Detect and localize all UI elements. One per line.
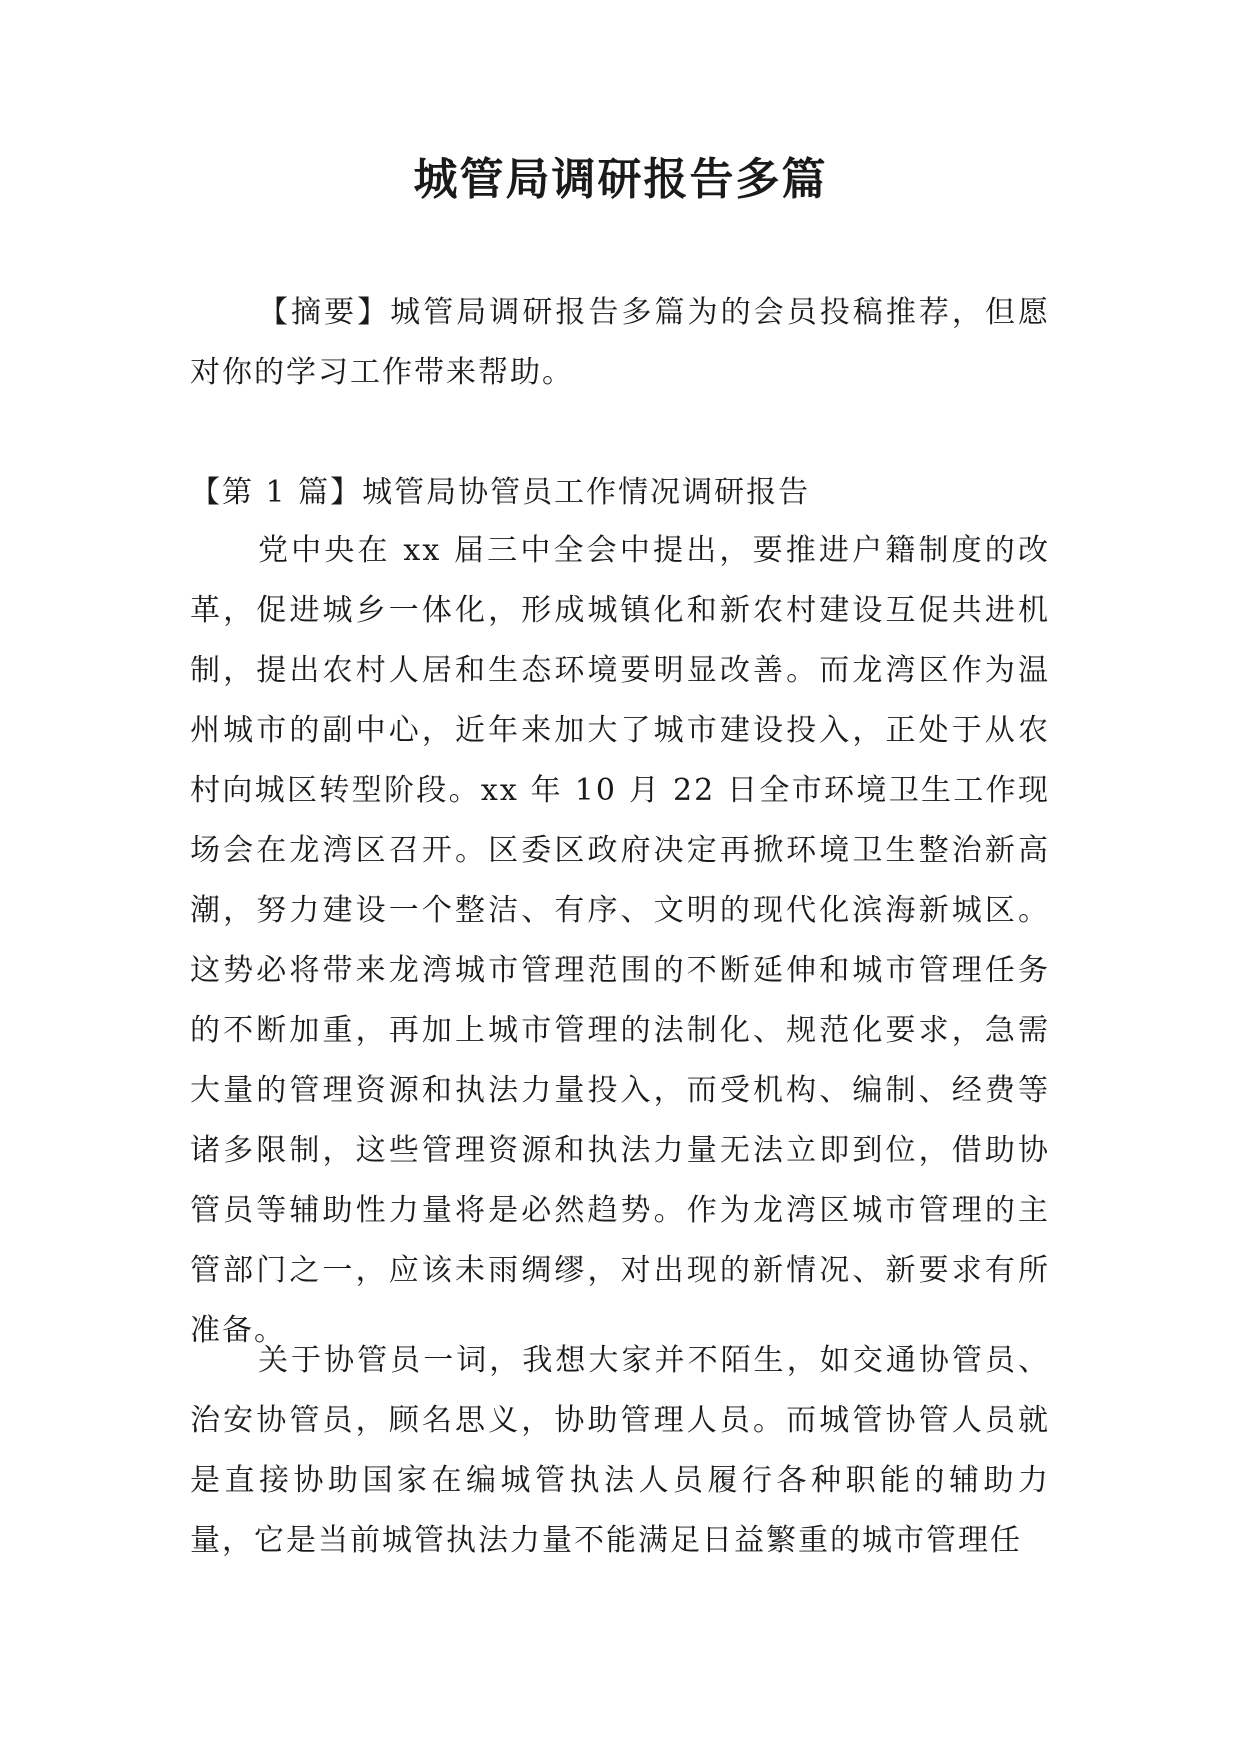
body-paragraph: 党中央在 xx 届三中全会中提出，要推进户籍制度的改革，促进城乡一体化，形成城镇化和新农村建设互促共进机制，提出农村人居和生态环境要明显改善。而龙湾区作为温州城市的副中心，近年来加大了城市建设投入，正处于从农村向城区转型阶段。xx 年 10 月 22 日全市环境卫生工作现场会在龙湾区召开。区委区政府决定再掀环境卫生整治新高潮，努力建设一个整洁、有序、文明的现代化滨海新城区。这势必将带来龙湾城市管理范围的不断延伸和城市管理任务的不断加重，再加上城市管理的法制化、规范化要求，急需大量的管理资源和执法力量投入，而受机构、编制、经费等诸多限制，这些管理资源和执法力量无法立即到位，借助协管员等辅助性力量将是必然趋势。作为龙湾区城市管理的主管部门之一，应该未雨绸缪，对出现的新情况、新要求有所准备。 — [190, 533, 1050, 1348]
body-paragraph: 关于协管员一词，我想大家并不陌生，如交通协管员、治安协管员，顾名思义，协助管理人员。而城管协管人员就是直接协助国家在编城管执法人员履行各种职能的辅助力量，它是当前城管执法力量不能满足日益繁重的城市管理任 — [190, 1343, 1050, 1558]
abstract-paragraph: 【摘要】城管局调研报告多篇为的会员投稿推荐，但愿对你的学习工作带来帮助。 — [190, 295, 1050, 390]
section-heading: 【第 1 篇】城管局协管员工作情况调研报告 — [190, 475, 811, 510]
document-title: 城管局调研报告多篇 — [413, 154, 828, 205]
